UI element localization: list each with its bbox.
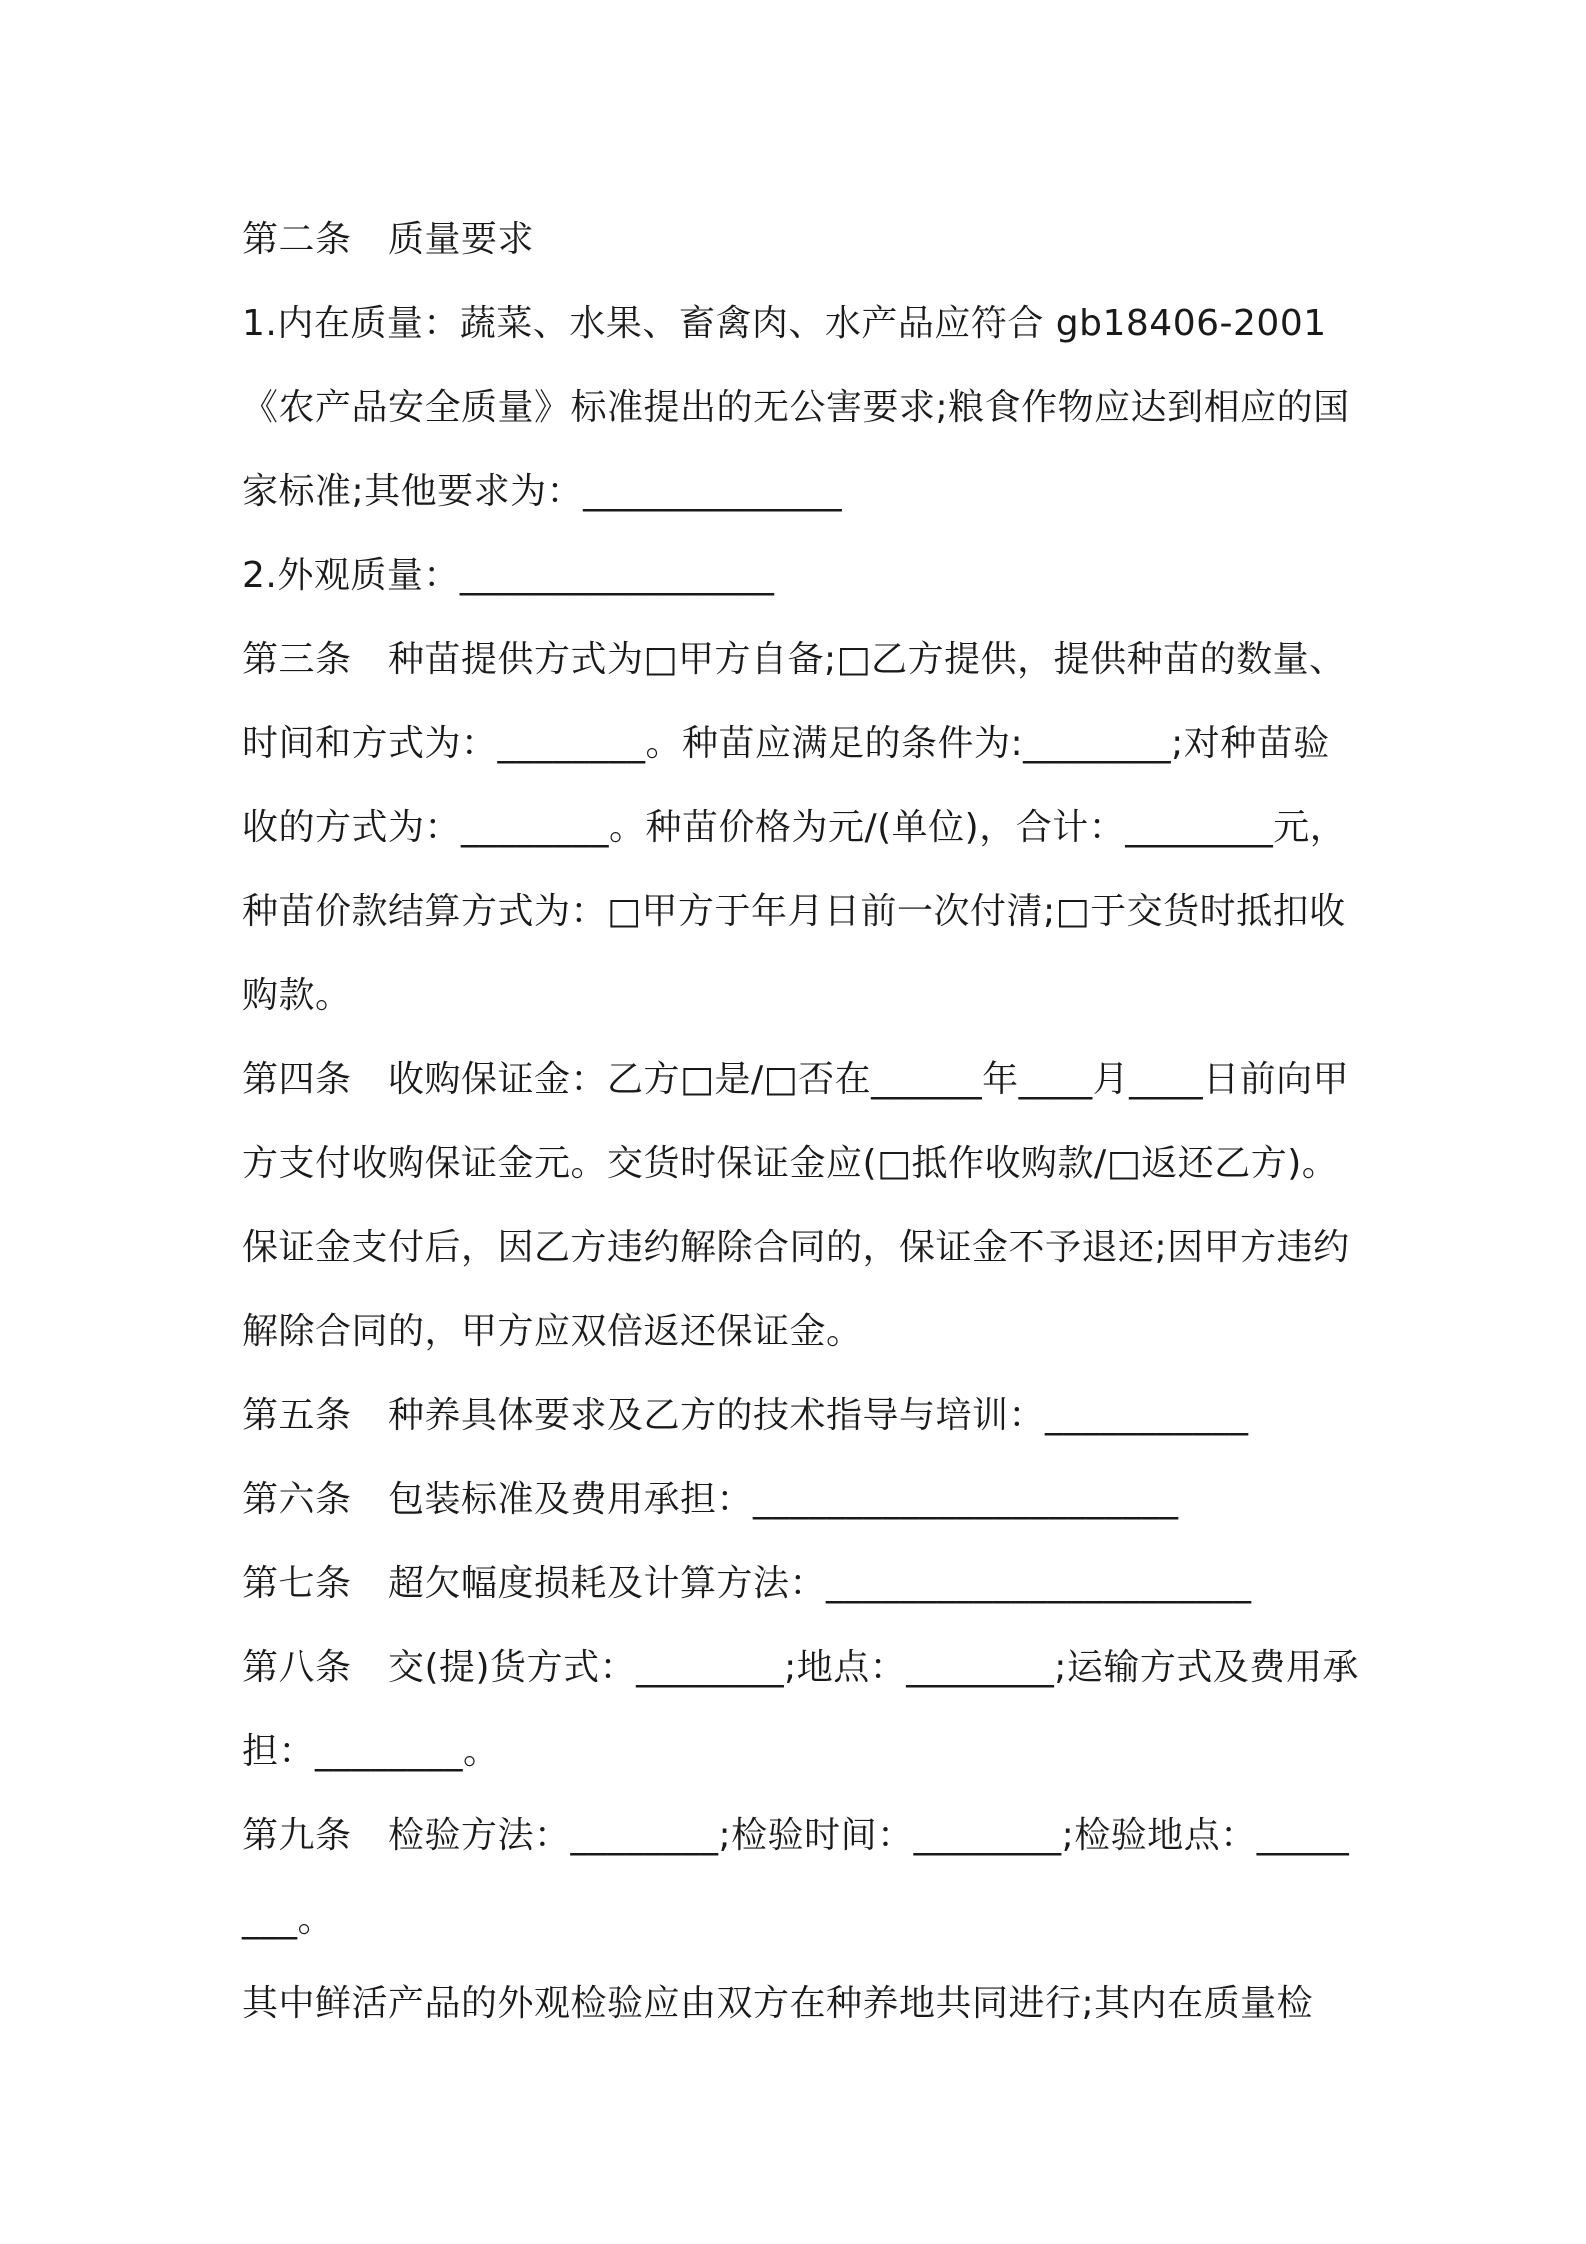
article-3: 第三条 种苗提供方式为□甲方自备;□乙方提供，提供种苗的数量、时间和方式为：________。种苗应满足的条件为:________;对种苗验收的方式为：________。种苗价格为元/(单位)，合计：________元，种苗价款结算方式为：□甲方于年月日前一次付清;□于交货时抵扣收购款。	[242, 639, 1347, 1016]
article-2-item-1: 1.内在质量：蔬菜、水果、畜禽肉、水产品应符合 gb18406-2001《农产品安全质量》标准提出的无公害要求;粮食作物应达到相应的国家标准;其他要求为：______________	[242, 303, 1350, 512]
article-6: 第六条 包装标准及费用承担：_______________________	[242, 1479, 1179, 1520]
article-2-heading: 第二条 质量要求	[242, 219, 535, 260]
article-2-item-2: 2.外观质量：_________________	[242, 555, 775, 596]
article-5: 第五条 种养具体要求及乙方的技术指导与培训：___________	[242, 1395, 1249, 1436]
article-4: 第四条 收购保证金：乙方□是/□否在______年____月____日前向甲方支付收购保证金元。交货时保证金应(□抵作收购款/□返还乙方)。保证金支付后，因乙方违约解除合同的，保证金不予退还;因甲方违约解除合同的，甲方应双倍返还保证金。	[242, 1059, 1350, 1352]
document-body	[242, 198, 1362, 2046]
article-9-continuation: 其中鲜活产品的外观检验应由双方在种养地共同进行;其内在质量检	[242, 1983, 1314, 2024]
article-7: 第七条 超欠幅度损耗及计算方法：_______________________	[242, 1563, 1252, 1604]
article-8: 第八条 交(提)货方式：________;地点：________;运输方式及费用承担：________。	[242, 1647, 1359, 1772]
article-9: 第九条 检验方法：________;检验时间：________;检验地点：________。	[242, 1815, 1350, 1940]
